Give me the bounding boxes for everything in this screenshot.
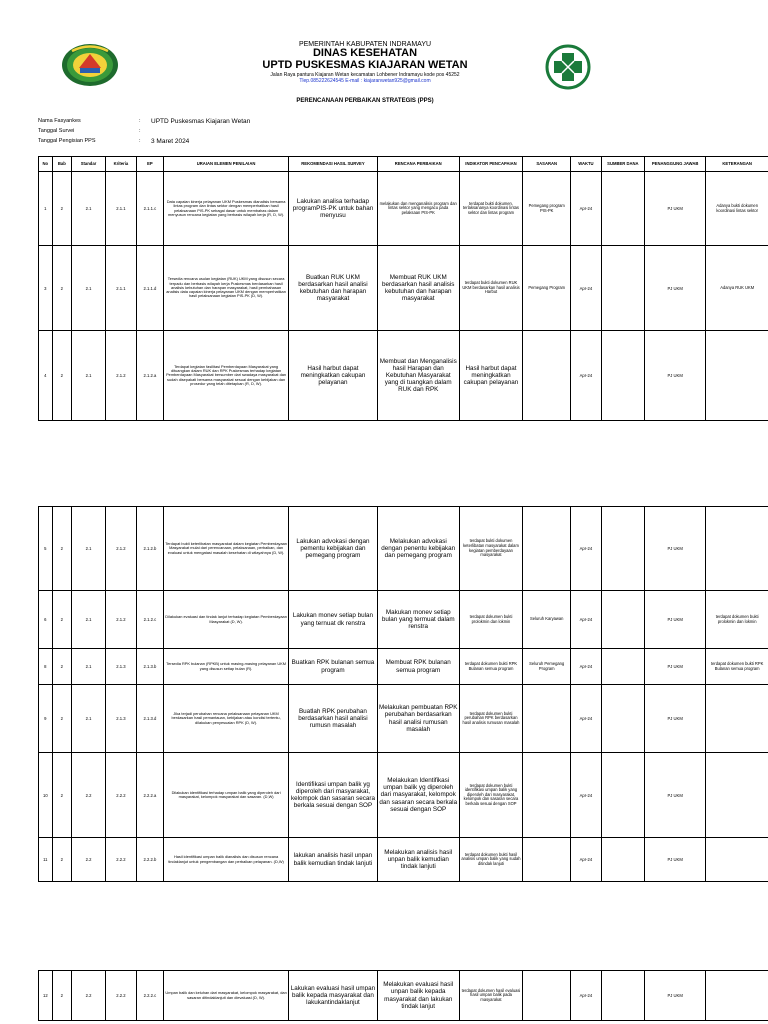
table-row: 1 2 2.1 2.1.1 2.1.1.c Data capaian kinerja pelayanan UKM Puskesmas dianalisis bersama lintas program dan lintas sektor dengan memperhatikan hasil pelaksanaan PIS-PK sebagai dasar untuk membahas dalam menyusun rencana kegiatan yang berbasis wilayah kerja (R, D, W). Lakukan analisa terhadap programPIS-PK untuk bahan menyusu melakukan dan menganalisis program dan lintas sektor yang mengacu pada pelaksaan PIS-PK terdapat bukti dokumen, terlaksananya koordinasi lintas sektor dan lintas program Pemegang program PIS-PK Apr-24 PJ UKM Adanya bukti dokumen koordinasi lintas sektor: [39, 172, 768, 246]
table-row: 6 2 2.1 2.1.2 2.1.2.c Dilakukan evaluasi dan tindak lanjut terhadap kegiatan Pemberdayaan Masyarakat (D, W). Lakukan monev setiap bulan yang ternuat dk renstra Makukan monev setiap bulan yang termuat dalam renstra terdapat dokumen bukti prolokmin dan lokmin Seluruh Karyawan Apr-24 PJ UKM terdapat dokumen bukti prolokmin dan lokmin: [39, 591, 768, 649]
table-row: 8 2 2.1 2.1.3 2.1.3.b Tersedia RPK bulanan (RPKB) untuk masing-masing pelayanan UKM yang disusun setiap bulan (R). Buatkan RPK bulanan semua program Membuat RPK bulanan semua program terdapat dokumen bukti RPK Bulanan semua program Seluruh Pemegang Program Apr-24 PJ UKM terdapat dokumen bukti RPK Bulanan semua program: [39, 649, 768, 685]
facility-name: UPTD Puskesmas Kiajaran Wetan: [151, 118, 251, 125]
table-row: 3 2 2.1 2.1.1 2.1.1.d Tersedia rencana usulan kegiatan (RUK) UKM yang disusun secara terpadu dan berbasis wilayah kerja Puskesmas berdasarkan hasil analisis kebutuhan dan harapan masyarakat, hasil pembahasan analisis data capaian kinerja pelayanan UKM dengan memperhatikan hasil pelaksanaan kegiatan PIS-PK (D, W). Buatkan RUK UKM berdasarkan hasil analisi kebutuhan dan harapan masyarakat Membuat RUK UKM berdasarkan hasil analisis kebutuhan dan harapan masyarakat terdapat bukti dokumen RUK UKM berdasarkan hasil analisis Harbut Pemegang Program Apr-24 PJ UKM Adanya RUK UKM: [39, 246, 768, 331]
agency-name: DINAS KESEHATAN: [312, 47, 418, 60]
unit-name: UPTD PUSKESMAS KIAJARAN WETAN: [262, 58, 468, 71]
contact: Tlep.085222624545 E-mail : kiajaranwetan925@gmail.com: [299, 77, 431, 84]
regency-crest-icon: [60, 42, 120, 88]
table-header-row: No Bab Standar Kriteria EP URAIAN ELEMEN PENILAIAN REKOMENDASI HASIL SURVEY RENCANA PERBAIKAN INDIKATOR PENCAPAIAN SASARAN WAKTU SUMBER DANA PENANGGUNG JAWAB KETERANGAN: [39, 157, 768, 172]
table-row: 5 2 2.1 2.1.2 2.1.2.b Terdapat bukti keterlibatan masyarakat dalam kegiatan Pemberdayaan Masyarakat mulai dari perencanaan, pelaksanaan, perbaikan, dan evaluasi untuk mengatasi masalah kesehatan di wilayahnya (D, W). Lakukan advokasi dengan pementu kebijakan dan pemegang program Melakukan advokasi dengan penentu kebijakan dan pemegang program terdapat bukti dokumen keterlibatan masyarakat dalam kegiatan pemberdayaan masyarakat Apr-24 PJ UKM: [39, 507, 768, 591]
fill-date: 3 Maret 2024: [151, 138, 190, 145]
pps-table: [38, 156, 768, 421]
table-row: 4 2 2.1 2.1.2 2.1.2.a Terdapat kegiatan fasilitasi Pemberdayaan Masyarakat yang dituangkan dalam RUK dan RPK Puskesmas terhadap kegiatan Pemberdayaan Masyarakat bersumber dari swadaya masyarakat dan sudah disepakati bersama masyarakat sesuai dengan kebijakan dan prosedur yang telah ditetapkan (R, D, W). Hasil harbut dapat meningkatkan cakupan pelayanan Membuat dan Menganalisis hasil Harapan dan Kebutuhan Masyarakat yang di tuangkan dalam RUK dan RPK Hasil harbut dapat meningkatkan cakupan pelayanan Apr-24 PJ UKM: [39, 331, 768, 421]
pps-table-continued: [38, 506, 768, 882]
gov-name: PEMERINTAH KABUPATEN INDRAMAYU: [298, 41, 432, 48]
document-title: PERENCANAAN PERBAIKAN STRATEGIS (PPS): [296, 98, 434, 104]
table-row: 11 2 2.2 2.2.2 2.2.2.b Hasil identifikasi umpan balik dianalisis dan disusun rencana tindaklanjut untuk pengembangan dan perbaikan pelayanan. (D,W) lakukan analisis hasil unpan balik kemudian tindak lanjuti Melakukan analisis hasil unpan balik kemudian tindak lanjuti terdapat dokumen bukti hasil analisis umpan balik yang sudah ditindak lanjuti Apr-24 PJ UKM: [39, 838, 768, 882]
table-row: 9 2 2.1 2.1.3 2.1.3.d Jika terjadi perubahan rencana pelaksanaan pelayanan UKM berdasarkan hasil pemantauan, kebijakan atau kondisi tertentu, dilakukan penyesuaian RPK (D, W). Buatlah RPK perubahan berdasarkan hasil analisi rumusn masalah Melakukan pembuatan RPK perubahan berdasarkan hasil analisi rumusan masalah terdapat dokumen bukti perubahan RPK berdasarkan hasil analisis rumusan masalah Apr-24 PJ UKM: [39, 685, 768, 753]
address: Jalan Raya pantura Kiajaran Wetan kecamatan Lohbener Indramayu kode pos 45252: [270, 72, 460, 79]
pps-table-page-3: [38, 970, 768, 1021]
letterhead: [0, 0, 768, 100]
table-row: 12 2 2.2 2.2.2 2.2.2.c Umpan balik dan keluhan dari masyarakat, kelompok masyarakat, dan sasaran ditindaklanjuti dan dievaluasi (D, W). Lakukan evaluasi hasil umpan balik kepada masyarakat dan lakukantindaklanjut Melakukan evaluasi hasil unpan balik kepada masyarakat dan lakukan tindak lanjut terdapat dokumen hasil evaluasi hasil umpan balik pada masyarakat Apr-24 PJ UKM: [39, 971, 768, 1021]
health-cross-icon: [545, 44, 591, 90]
table-row: 10 2 2.2 2.2.2 2.2.2.a Dilakukan identifikasi terhadap umpan balik yang diperoleh dari masyarakat, kelompok masyarakat dan sasaran. (D,W) Identifikasi umpan balik yg diperoleh dari masyarakat, kelompok dan sasaran secara berkala sesuai dengan SOP Melakukan Identifikasi umpan balik yg diperoleh dari masyarakat, kelompok dan sasaran secara berkala sesuai dengan SOP terdapat dokumen bukti identifikasi umpan balik yang diperoleh dari masyarakat, kelompok dan sasaran secara berkala sesuai dengan SOP Apr-24 PJ UKM: [39, 753, 768, 838]
